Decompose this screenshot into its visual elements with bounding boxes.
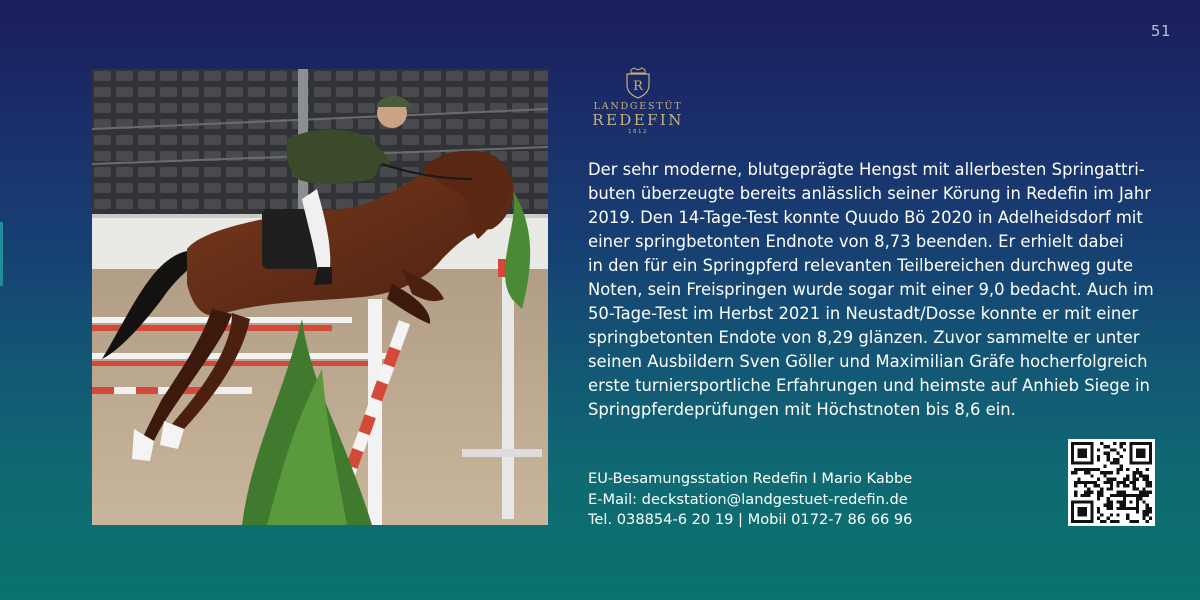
description-line: erste turniersportliche Erfahrungen und heimste auf Anhieb Siege in	[588, 376, 1150, 395]
horse-jumping-photo	[92, 69, 548, 525]
description-line: Noten, sein Freispringen wurde sogar mit einer 9,0 bedacht. Auch im	[588, 280, 1154, 299]
svg-text:R: R	[633, 79, 643, 94]
description-line: in den für ein Springpferd relevanten Teilbereichen durchweg gute	[588, 256, 1134, 275]
logo-year: 1812	[628, 129, 648, 135]
description-line: 50-Tage-Test im Herbst 2021 in Neustadt/Dosse konnte er mit einer	[588, 304, 1139, 323]
contact-email[interactable]: E-Mail: deckstation@landgestuet-redefin.de	[588, 490, 908, 508]
landgestuet-redefin-logo	[588, 67, 688, 143]
description-line: einer springbetonten Endnote von 8,73 beenden. Er erhielt dabei	[588, 232, 1124, 251]
description-line: springbetonten Endote von 8,29 glänzen. Zuvor sammelte er unter	[588, 328, 1140, 347]
stallion-description	[588, 158, 1168, 422]
edge-accent-bar	[0, 222, 3, 286]
description-line: Der sehr moderne, blutgeprägte Hengst mit allerbesten Springattri-	[588, 160, 1145, 179]
qr-code-icon[interactable]	[1068, 439, 1155, 526]
description-line: seinen Ausbildern Sven Göller und Maximilian Gräfe hocherfolgreich	[588, 352, 1148, 371]
crest-icon	[623, 67, 653, 99]
logo-text-landgestuet: LANDGESTÜT	[593, 101, 683, 112]
description-line: buten überzeugte bereits anlässlich seiner Körung in Redefin im Jahr	[588, 184, 1151, 203]
description-line: Springpferdeprüfungen mit Höchstnoten bis 8,6 ein.	[588, 400, 1016, 419]
contact-phone: Tel. 038854-6 20 19 | Mobil 0172-7 86 66 96	[588, 511, 913, 528]
contact-station: EU-Besamungsstation Redefin I Mario Kabbe	[588, 470, 913, 487]
contact-block	[588, 469, 1008, 531]
logo-text-redefin: REDEFIN	[592, 111, 684, 129]
page-number: 51	[1150, 22, 1171, 40]
description-line: 2019. Den 14-Tage-Test konnte Quudo Bö 2020 in Adelheidsdorf mit	[588, 208, 1143, 227]
